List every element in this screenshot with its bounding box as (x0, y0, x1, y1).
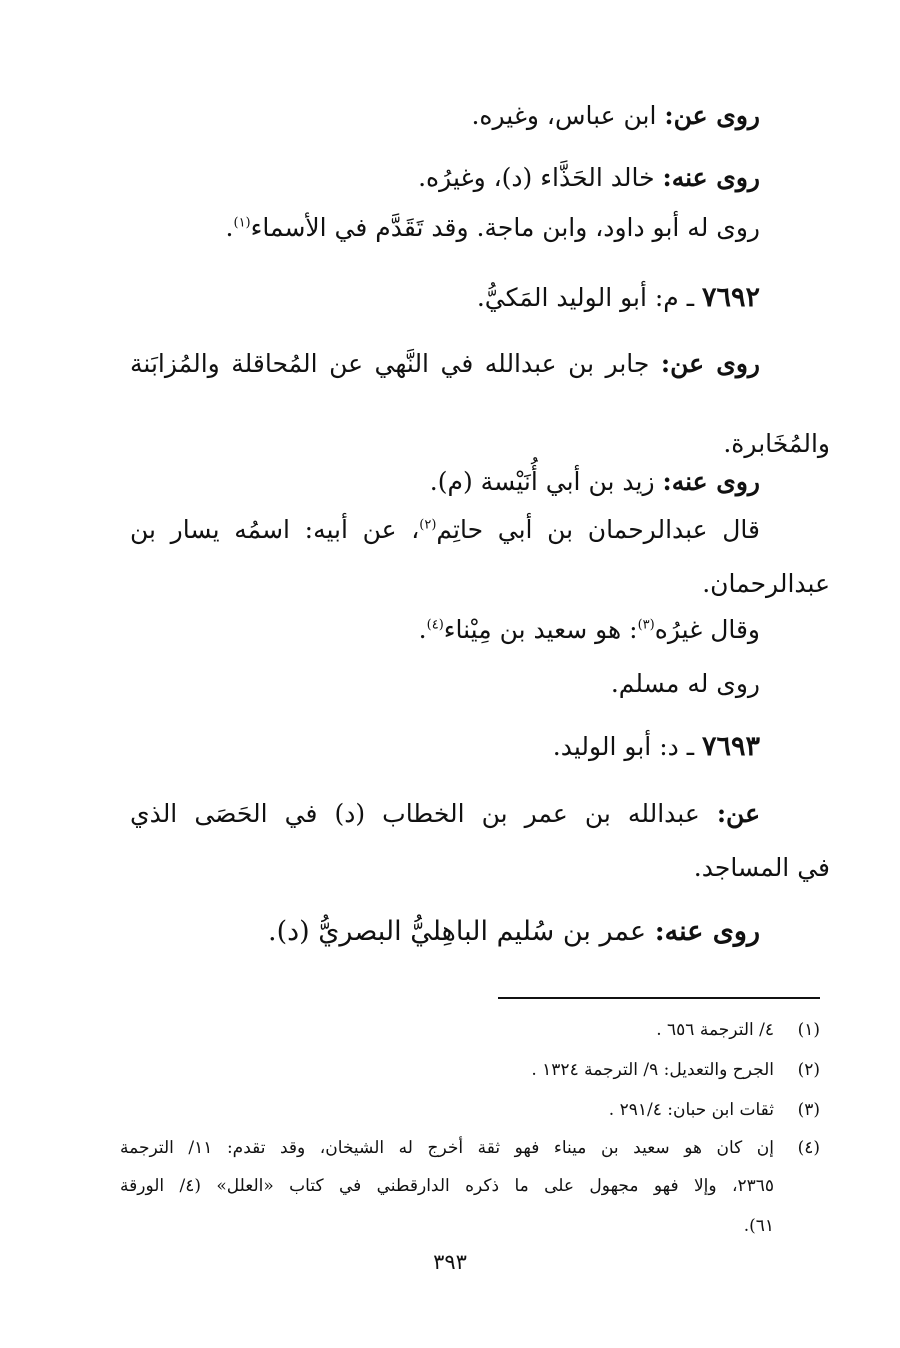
footnote-number: (٤) (797, 1138, 820, 1158)
line-text: عمر بن سُليم الباهِليُّ البصريُّ (د). (268, 916, 655, 947)
narrator-label: روى عنه: (662, 163, 760, 192)
line-text: روى له مسلم. (610, 669, 760, 698)
text-line (130, 96, 760, 136)
footnote-number: (٣) (797, 1100, 820, 1120)
footnote-ref[interactable]: (٢) (419, 517, 437, 533)
text-line (130, 794, 760, 834)
footnote-number: (٢) (797, 1060, 820, 1080)
text-line (130, 912, 760, 952)
line-text: روى له أبو داود، وابن ماجة. وقد تَقَدَّم في الأسماء (250, 213, 760, 242)
line-text: عبدالله بن عمر بن الخطاب (د) في الحَصَى الذي (130, 799, 717, 828)
line-text: خالد الحَذَّاء (د)، وغيرُه. (418, 163, 663, 192)
entry-title: ـ د: أبو الوليد. (552, 732, 702, 761)
line-text: قال عبدالرحمان بن أبي حاتِم (436, 515, 760, 544)
text-line (130, 848, 830, 888)
line-text: في المساجد. (693, 853, 830, 882)
line-text: ، عن أبيه: اسمُه يسار بن (130, 515, 420, 544)
footnote-ref[interactable]: (٣) (637, 617, 655, 633)
entry-heading (130, 278, 760, 318)
entry-heading (130, 727, 760, 767)
entry-number: ٧٦٩٣ (701, 731, 760, 762)
text-line (130, 510, 760, 550)
narrator-label: روى عن: (664, 101, 760, 130)
text-line (130, 344, 760, 384)
footnote-separator (498, 997, 820, 999)
line-text: وقال غيرُه (654, 615, 760, 644)
line-text: . (225, 213, 234, 242)
footnote-ref[interactable]: (٤) (426, 617, 444, 633)
footnote-text: الجرح والتعديل: ٩/ الترجمة ١٣٢٤ . (531, 1060, 774, 1080)
entry-number: ٧٦٩٢ (701, 282, 760, 313)
footnote (120, 1056, 820, 1084)
line-text: جابر بن عبدالله في النَّهي عن المُحاقلة والمُزابَنة (130, 349, 661, 378)
footnote-text: ٤/ الترجمة ٦٥٦ . (656, 1020, 774, 1040)
text-line (130, 564, 830, 604)
footnote-ref[interactable]: (١) (233, 215, 251, 231)
footnote-text: إن كان هو سعيد بن ميناء فهو ثقة أخرج له الشيخان، وقد تقدم: ١١/ الترجمة (120, 1138, 774, 1158)
footnote (120, 1096, 820, 1124)
narrator-label: عن: (716, 799, 760, 828)
text-line (130, 158, 760, 198)
line-text: : هو سعيد بن مِيْناء (443, 615, 638, 644)
entry-title: ـ م: أبو الوليد المَكيُّ. (476, 283, 702, 312)
footnote-text: ثقات ابن حبان: ٢٩١/٤ . (608, 1100, 774, 1120)
text-line (130, 610, 760, 650)
line-text: زيد بن أبي أُنَيْسة (م). (429, 467, 663, 496)
page-number: ٣٩٣ (433, 1250, 467, 1274)
line-text: عبدالرحمان. (702, 569, 830, 598)
text-line (130, 664, 760, 704)
line-text: . (418, 615, 427, 644)
footnote-text: ٦١). (743, 1216, 774, 1236)
footnote (120, 1016, 820, 1044)
footnote-text: ٢٣٦٥، وإلا فهو مجهول على ما ذكره الدارقطني في كتاب «العلل» (٤/ الورقة (120, 1176, 774, 1196)
footnote-continuation (120, 1212, 820, 1240)
line-text: والمُخَابرة. (723, 429, 830, 458)
narrator-label: روى عنه: (654, 916, 760, 947)
narrator-label: روى عنه: (662, 467, 760, 496)
text-line (130, 424, 830, 464)
line-text: ابن عباس، وغيره. (471, 101, 665, 130)
text-line (130, 208, 760, 248)
footnote (120, 1134, 820, 1162)
text-line (130, 462, 760, 502)
footnote-continuation (120, 1172, 820, 1200)
footnote-number: (١) (797, 1020, 820, 1040)
narrator-label: روى عن: (660, 349, 760, 378)
